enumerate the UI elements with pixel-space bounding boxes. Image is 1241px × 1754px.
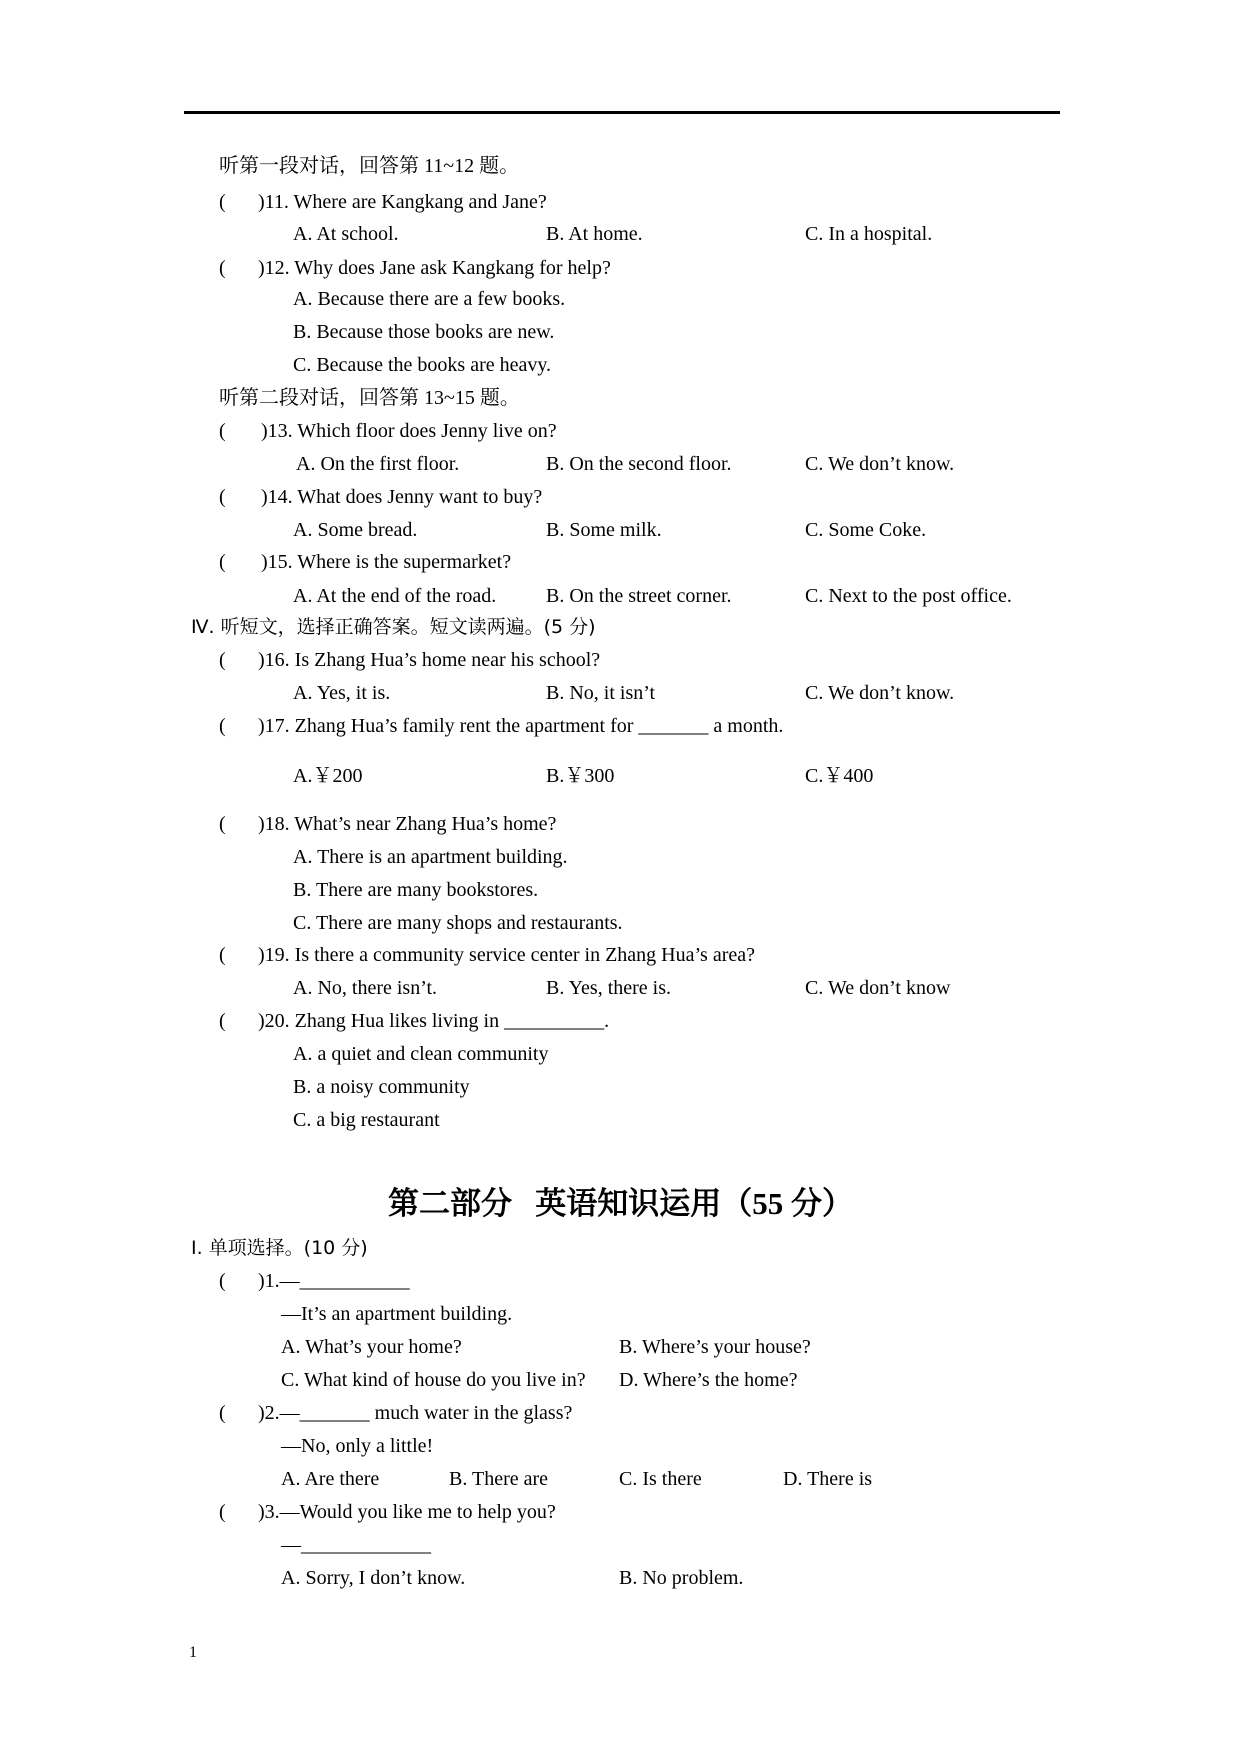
q1-reply: —It’s an apartment building. — [281, 1303, 513, 1325]
question-19: )19. Is there a community service center in Zhang Hua’s area? — [258, 944, 756, 966]
q18-option-b: B. There are many bookstores. — [293, 879, 539, 901]
q20-option-b: B. a noisy community — [293, 1076, 470, 1098]
answer-paren: ( — [219, 257, 226, 279]
answer-paren: ( — [219, 1010, 226, 1032]
q14-option-b: B. Some milk. — [546, 519, 662, 541]
q15-option-a: A. At the end of the road. — [293, 585, 497, 607]
q13-option-b: B. On the second floor. — [546, 453, 732, 475]
q1-option-c: C. What kind of house do you live in? — [281, 1369, 586, 1391]
question-13: )13. Which floor does Jenny live on? — [261, 420, 557, 442]
answer-paren: ( — [219, 486, 226, 508]
q16-option-a: A. Yes, it is. — [293, 682, 391, 704]
q20-option-a: A. a quiet and clean community — [293, 1043, 549, 1065]
q2-option-d: D. There is — [783, 1468, 873, 1490]
instruction-dialogue-1: 听第一段对话，回答第 11~12 题。 — [219, 155, 520, 177]
answer-paren: ( — [219, 420, 226, 442]
question-16: )16. Is Zhang Hua’s home near his school? — [258, 649, 601, 671]
q12-option-b: B. Because those books are new. — [293, 321, 555, 343]
q17-option-c: C.￥400 — [805, 765, 874, 787]
part-two-title: 第二部分 英语知识运用（55 分） — [388, 1186, 853, 1221]
answer-paren: ( — [219, 944, 226, 966]
q19-option-c: C. We don’t know — [805, 977, 951, 999]
q2-reply: —No, only a little! — [281, 1435, 434, 1457]
q11-option-b: B. At home. — [546, 223, 643, 245]
answer-paren: ( — [219, 1501, 226, 1523]
question-11: )11. Where are Kangkang and Jane? — [258, 191, 547, 213]
q18-option-a: A. There is an apartment building. — [293, 846, 568, 868]
q14-option-c: C. Some Coke. — [805, 519, 927, 541]
answer-paren: ( — [219, 649, 226, 671]
page-number: 1 — [189, 1644, 197, 1661]
q15-option-b: B. On the street corner. — [546, 585, 732, 607]
section-iv-title: Ⅳ. 听短文，选择正确答案。短文读两遍。(5 分) — [191, 616, 596, 638]
q1-option-d: D. Where’s the home? — [619, 1369, 798, 1391]
q17-option-a: A.￥200 — [293, 765, 363, 787]
q3-reply: —_____________ — [281, 1534, 431, 1556]
question-18: )18. What’s near Zhang Hua’s home? — [258, 813, 557, 835]
q3-option-b: B. No problem. — [619, 1567, 744, 1589]
q13-option-c: C. We don’t know. — [805, 453, 955, 475]
question-20: )20. Zhang Hua likes living in __________. — [258, 1010, 610, 1032]
question-17: )17. Zhang Hua’s family rent the apartment for _______ a month. — [258, 715, 784, 737]
q15-option-c: C. Next to the post office. — [805, 585, 1012, 607]
header-rule — [184, 111, 1060, 114]
q17-option-b: B.￥300 — [546, 765, 615, 787]
q16-option-c: C. We don’t know. — [805, 682, 955, 704]
q14-option-a: A. Some bread. — [293, 519, 418, 541]
q2-option-a: A. Are there — [281, 1468, 380, 1490]
question-2: )2.—_______ much water in the glass? — [258, 1402, 573, 1424]
q18-option-c: C. There are many shops and restaurants. — [293, 912, 623, 934]
question-3: )3.—Would you like me to help you? — [258, 1501, 556, 1523]
q1-option-a: A. What’s your home? — [281, 1336, 462, 1358]
q11-option-a: A. At school. — [293, 223, 399, 245]
question-12: )12. Why does Jane ask Kangkang for help? — [258, 257, 611, 279]
answer-paren: ( — [219, 191, 226, 213]
q12-option-a: A. Because there are a few books. — [293, 288, 566, 310]
q2-option-b: B. There are — [449, 1468, 549, 1490]
answer-paren: ( — [219, 715, 226, 737]
section-i-title: Ⅰ. 单项选择。(10 分) — [191, 1237, 368, 1259]
q12-option-c: C. Because the books are heavy. — [293, 354, 552, 376]
question-14: )14. What does Jenny want to buy? — [261, 486, 543, 508]
question-1: )1.—___________ — [258, 1270, 410, 1292]
q16-option-b: B. No, it isn’t — [546, 682, 656, 704]
question-15: )15. Where is the supermarket? — [261, 551, 512, 573]
q20-option-c: C. a big restaurant — [293, 1109, 440, 1131]
q2-option-c: C. Is there — [619, 1468, 702, 1490]
q11-option-c: C. In a hospital. — [805, 223, 933, 245]
answer-paren: ( — [219, 1270, 226, 1292]
q13-option-a: A. On the first floor. — [296, 453, 460, 475]
q3-option-a: A. Sorry, I don’t know. — [281, 1567, 466, 1589]
answer-paren: ( — [219, 813, 226, 835]
q19-option-a: A. No, there isn’t. — [293, 977, 438, 999]
q1-option-b: B. Where’s your house? — [619, 1336, 811, 1358]
instruction-dialogue-2: 听第二段对话，回答第 13~15 题。 — [219, 387, 520, 409]
q19-option-b: B. Yes, there is. — [546, 977, 672, 999]
answer-paren: ( — [219, 1402, 226, 1424]
answer-paren: ( — [219, 551, 226, 573]
